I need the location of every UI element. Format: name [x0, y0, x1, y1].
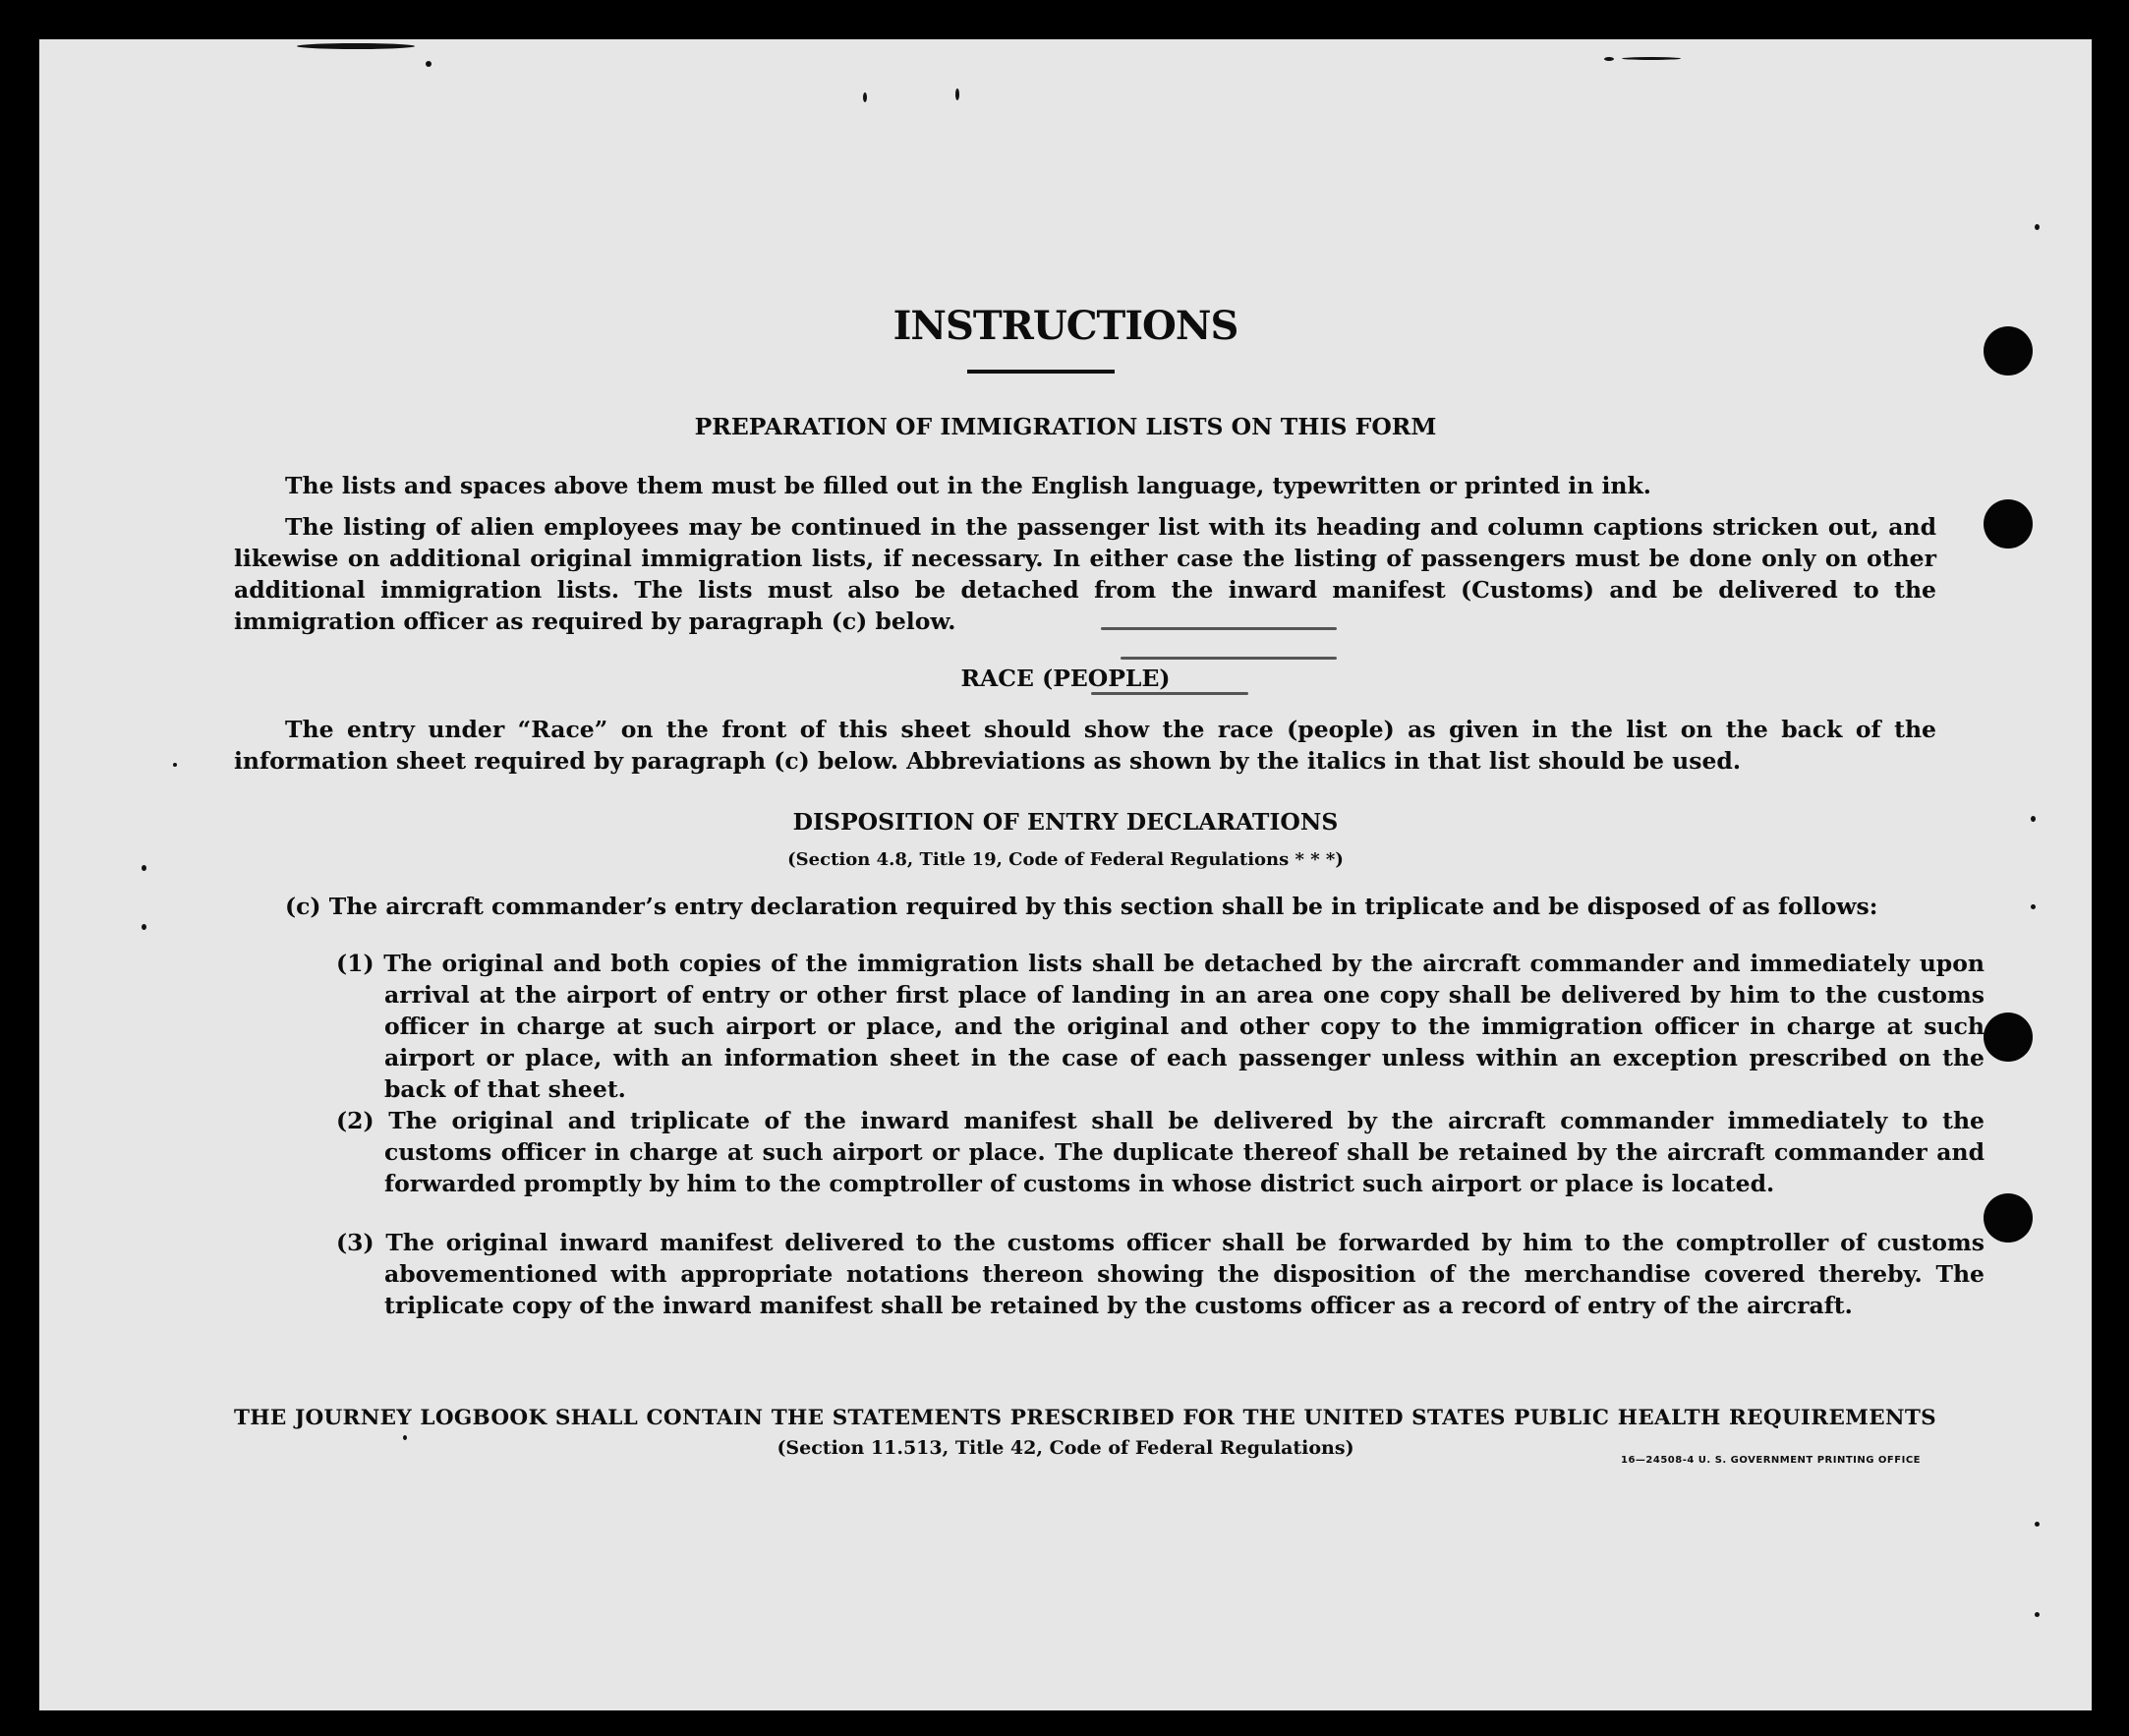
- disposition-heading: DISPOSITION OF ENTRY DECLARATIONS: [792, 808, 1339, 836]
- ink-smudge: [1121, 657, 1337, 660]
- ink-speck: [1604, 57, 1614, 61]
- footer-requirement: THE JOURNEY LOGBOOK SHALL CONTAIN THE STATEMENTS PRESCRIBED FOR THE UNITED STATES PUBLIC HEALTH REQUIREMENTS: [234, 1406, 1936, 1430]
- preparation-paragraph-2: The listing of alien employees may be continued in the passenger list with its heading and column captions stricken out, and likewise on additional original immigration lists, if necessary. In either case the listing of passengers must be done only on other additional immigration lists. The lists must also be detached from the inward manifest (Customs) and be delivered to the immigration officer as required by paragraph (c) below.: [234, 513, 1936, 635]
- title-underline: [967, 370, 1115, 374]
- ink-speck: [955, 88, 959, 100]
- ink-speck: [173, 763, 177, 767]
- ink-speck: [426, 61, 432, 67]
- race-paragraph: The entry under “Race” on the front of this sheet should show the race (people) as given in the list on the back of the information sheet required by paragraph (c) below. Abbreviations as shown by the italics in that list should be used.: [234, 716, 1936, 775]
- disposition-subheading: (Section 4.8, Title 19, Code of Federal Regulations * * *): [787, 849, 1344, 870]
- disposition-item-1: (1) The original and both copies of the immigration lists shall be detached by the aircraft commander and immediately upon arrival at the airport of entry or other first place of landing in an area one copy shall be delivered by him to the customs officer in charge at such airport or place, and the original and other copy to the immigration officer in charge at such airport or place, with an information sheet in the case of each passenger unless within an exception prescribed on the back of that sheet.: [336, 950, 1985, 1103]
- ink-speck: [863, 92, 867, 102]
- punch-hole: [1984, 499, 2033, 549]
- disposition-item-3: (3) The original inward manifest delivered to the customs officer shall be forwarded by him to the comptroller of customs abovementioned with appropriate notations thereon showing the disposition of the merchandise covered thereby. The triplicate copy of the inward manifest shall be retained by the customs officer as a record of entry of the aircraft.: [336, 1229, 1985, 1319]
- ink-speck: [2035, 1612, 2040, 1617]
- disposition-item-2: (2) The original and triplicate of the inward manifest shall be delivered by the aircraft commander immediately to the customs officer in charge at such airport or place. The duplicate thereof shall be retained by the aircraft commander and forwarded promptly by him to the comptroller of customs in whose district such airport or place is located.: [336, 1107, 1985, 1197]
- ink-speck: [2035, 224, 2040, 230]
- document-sheet: [39, 39, 2092, 1710]
- page-title: INSTRUCTIONS: [892, 303, 1238, 349]
- ink-speck: [297, 43, 415, 49]
- ink-smudge: [1091, 692, 1248, 695]
- reverse-bleed-through: [1573, 165, 1585, 190]
- footer-citation: (Section 11.513, Title 42, Code of Federal Regulations): [777, 1437, 1354, 1459]
- printing-office-imprint: 16—24508-4 U. S. GOVERNMENT PRINTING OFFICE: [1621, 1455, 1921, 1466]
- ink-speck: [142, 924, 146, 930]
- punch-hole: [1984, 1013, 2033, 1062]
- ink-speck: [2031, 904, 2036, 909]
- punch-hole: [1984, 1193, 2033, 1243]
- race-heading: RACE (PEOPLE): [960, 665, 1171, 692]
- ink-speck: [2035, 1522, 2040, 1527]
- preparation-paragraph-1: The lists and spaces above them must be filled out in the English language, typewritten or printed in ink.: [285, 472, 1651, 499]
- preparation-heading: PREPARATION OF IMMIGRATION LISTS ON THIS FORM: [694, 413, 1437, 440]
- ink-speck: [1622, 57, 1681, 60]
- disposition-intro: (c) The aircraft commander’s entry declaration required by this section shall be in triplicate and be disposed of as follows:: [285, 893, 1878, 920]
